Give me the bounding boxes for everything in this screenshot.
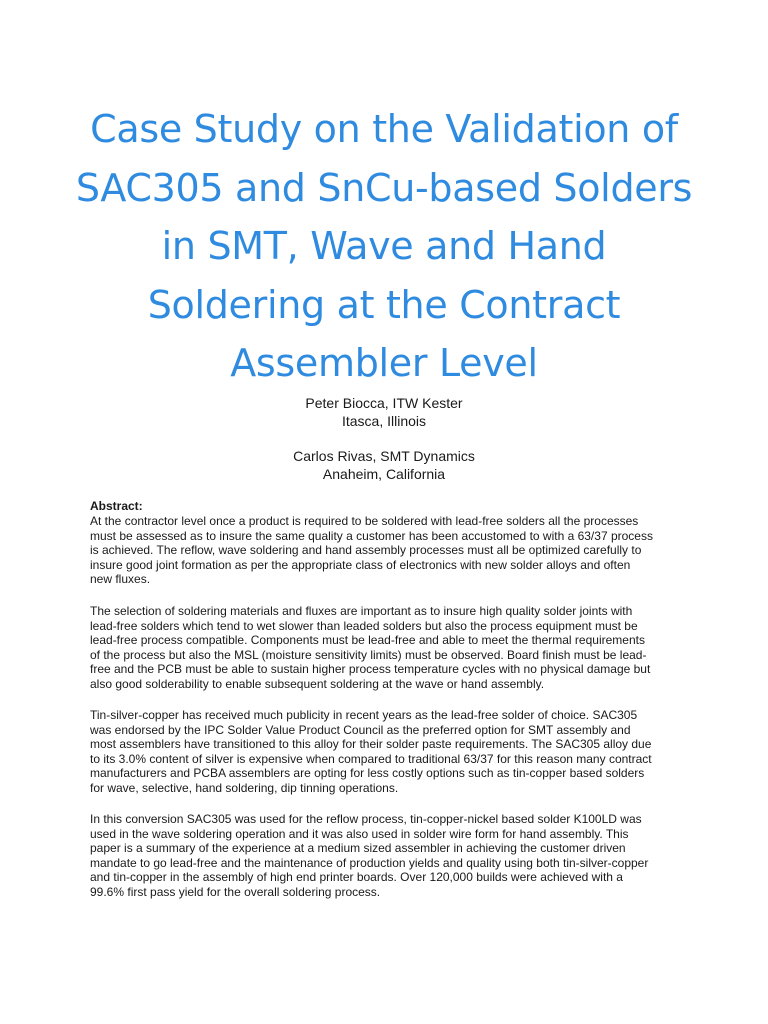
paragraph-line: In this conversion SAC305 was used for the reflow process, tin-copper-nickel based solder K100LD was (90, 812, 642, 826)
abstract-heading: Abstract: (90, 499, 143, 513)
paragraph-line: for wave, selective, hand soldering, dip tinning operations. (90, 780, 399, 795)
title-line: Soldering at the Contract (147, 282, 621, 327)
paragraph-line: also good solderability to enable subsequent soldering at the wave or hand assembly. (90, 676, 545, 691)
author-block-rivas (0, 447, 768, 483)
author-name: Peter Biocca, ITW Kester (305, 395, 463, 411)
abstract-paragraph-4 (90, 812, 680, 899)
title-line: SAC305 and SnCu-based Solders (75, 165, 693, 210)
title-line: Case Study on the Validation of (90, 107, 678, 151)
title-line: Assembler Level (230, 341, 538, 385)
paragraph-line: to its 3.0% content of silver is expensive when compared to traditional 63/37 for this reason many contract (90, 751, 652, 766)
paragraph-line: and tin-copper in the assembly of high end printer boards. Over 120,000 builds were achieved with a (90, 870, 623, 884)
paragraph-line: insure good joint formation as per the appropriate class of electronics with new solder alloys and often (90, 557, 631, 572)
author-block-biocca (0, 394, 768, 430)
abstract-paragraph-1 (90, 514, 680, 587)
paragraph-line: most assemblers have transitioned to this alloy for their solder paste requirements. The SAC305 alloy due (90, 737, 652, 751)
paragraph-line: Tin-silver-copper has received much publicity in recent years as the lead-free solder of choice. SAC305 (90, 708, 638, 722)
paragraph-line: of the process but also the MSL (moisture sensitivity limits) must be observed. Board finish must be lead- (90, 647, 647, 662)
abstract-paragraph-2 (90, 604, 680, 691)
paragraph-line: manufacturers and PCBA assemblers are opting for less costly options such as tin-copper based solders (90, 766, 645, 780)
paragraph-line: 99.6% first pass yield for the overall soldering process. (90, 884, 381, 899)
paragraph-line: new fluxes. (90, 572, 151, 586)
paragraph-line: The selection of soldering materials and fluxes are important as to insure high quality solder joints with (90, 604, 633, 618)
paragraph-line: used in the wave soldering operation and it was also used in solder wire form for hand assembly. This (90, 826, 629, 841)
paragraph-line: free and the PCB must be able to sustain higher process temperature cycles with no physical damage but (90, 662, 651, 676)
paragraph-line: mandate to go lead-free and the maintenance of production yields and quality using both tin-silver-copper (90, 855, 649, 870)
author-name: Carlos Rivas, SMT Dynamics (293, 448, 475, 464)
paragraph-line: lead-free solders which tend to wet slower than leaded solders but also the process equipment must be (90, 618, 638, 633)
paper-title (60, 100, 708, 393)
paragraph-line: paper is a summary of the experience at a medium sized assembler in achieving the customer driven (90, 841, 626, 855)
abstract-paragraph-3 (90, 708, 680, 795)
author-location: Anaheim, California (322, 466, 446, 482)
author-location: Itasca, Illinois (341, 413, 427, 429)
paragraph-line: At the contractor level once a product is required to be soldered with lead-free solders all the processes (90, 514, 639, 528)
paragraph-line: was endorsed by the IPC Solder Value Product Council as the preferred option for SMT assembly and (90, 722, 631, 737)
paragraph-line: must be assessed as to insure the same quality a customer has been accustomed to with a 63/37 process (90, 528, 653, 543)
paragraph-line: lead-free process compatible. Components must be lead-free and able to meet the thermal requirements (90, 633, 645, 647)
paragraph-line: is achieved. The reflow, wave soldering and hand assembly processes must all be optimized carefully to (90, 543, 642, 557)
title-line: in SMT, Wave and Hand (161, 224, 607, 268)
